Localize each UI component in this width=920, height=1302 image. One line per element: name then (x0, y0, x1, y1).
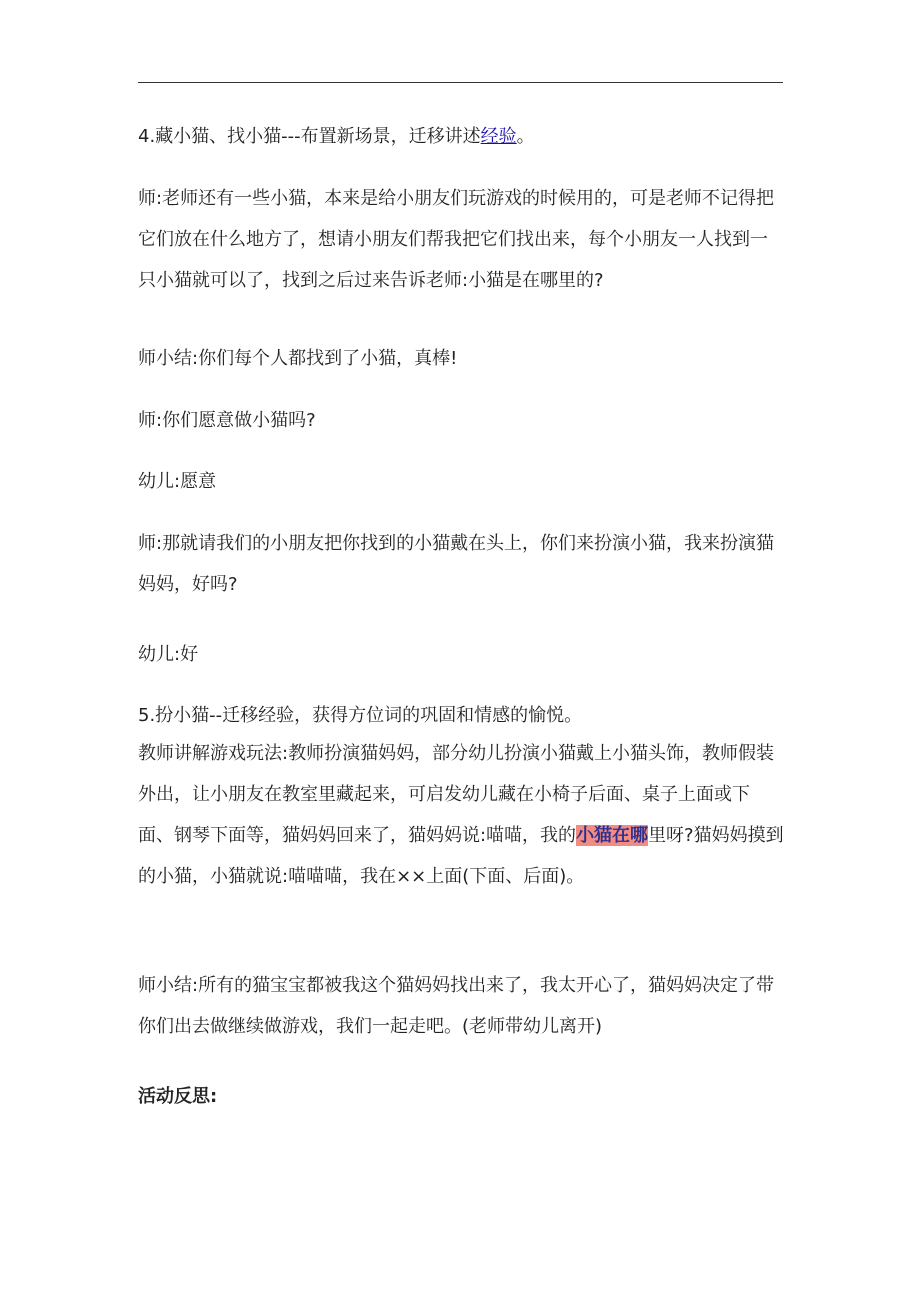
teacher-question: 师:你们愿意做小猫吗? (138, 410, 316, 431)
highlighted-text: 小猫在哪 (576, 825, 649, 846)
section-4-heading: 4.藏小猫、找小猫---布置新场景，迁移讲述经验。 (138, 126, 535, 147)
section-5-heading: 5.扮小猫--迁移经验，获得方位词的巩固和情感的愉悦。 (138, 705, 583, 726)
teacher-summary-2: 师小结:所有的猫宝宝都被我这个猫妈妈找出来了，我太开心了，猫妈妈决定了带你们出去做继续做游戏，我们一起走吧。(老师带幼儿离开) (138, 975, 775, 1037)
child-answer-2: 幼儿:好 (138, 644, 199, 665)
teacher-paragraph-2: 师:那就请我们的小朋友把你找到的小猫戴在头上，你们来扮演小猫，我来扮演猫妈妈，好吗? (138, 533, 775, 595)
teacher-summary-1: 师小结:你们每个人都找到了小猫，真棒! (138, 348, 458, 369)
experience-link[interactable]: 经验 (480, 126, 517, 147)
game-explanation-paragraph: 教师讲解游戏玩法:教师扮演猫妈妈，部分幼儿扮演小猫戴上小猫头饰，教师假装外出，让小朋友在教室里藏起来，可启发幼儿藏在小椅子后面、桌子上面或下面、钢琴下面等，猫妈妈回来了，猫妈妈说:喵喵，我的小猫在哪里呀?猫妈妈摸到的小猫，小猫就说:喵喵喵，我在××上面(下面、后面)。 (138, 743, 784, 887)
header-rule (138, 82, 783, 83)
child-answer-1: 幼儿:愿意 (138, 471, 217, 492)
reflection-heading: 活动反思: (138, 1086, 218, 1107)
teacher-paragraph-1: 师:老师还有一些小猫，本来是给小朋友们玩游戏的时候用的，可是老师不记得把它们放在什么地方了，想请小朋友们帮我把它们找出来，每个小朋友一人找到一只小猫就可以了，找到之后过来告诉老师:小猫是在哪里的? (138, 188, 775, 291)
